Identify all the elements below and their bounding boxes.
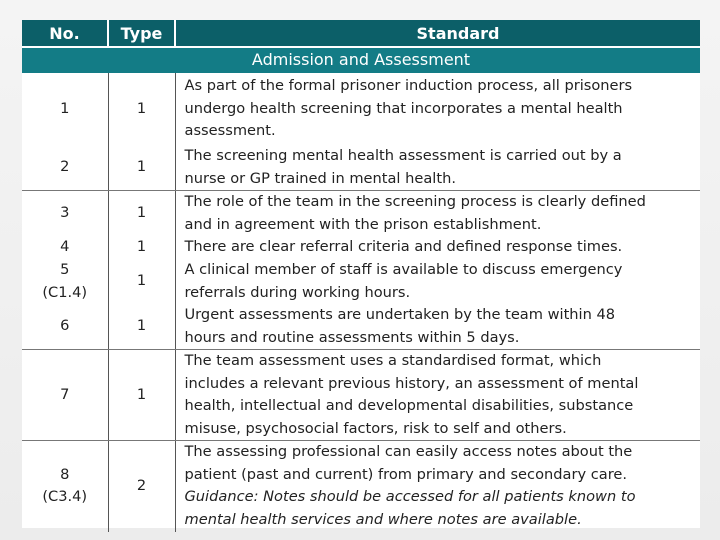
standard-line: The assessing professional can easily access notes about the — [184, 443, 633, 461]
header-no: No. — [22, 20, 108, 47]
standard-line: health, intellectual and developmental disabilities, substance — [184, 397, 634, 414]
row-number: 2 — [22, 145, 108, 191]
standard-line: assessment. — [184, 122, 276, 140]
standard-line: Urgent assessments are undertaken by the team within 48 — [184, 306, 616, 323]
row-standard — [175, 236, 700, 259]
row-number-main: 5 — [60, 261, 70, 278]
row-type: 2 — [108, 441, 175, 532]
guidance-line: mental health services and where notes are available. — [184, 510, 582, 528]
standard-line: misuse, psychosocial factors, risk to self and others. — [184, 419, 567, 437]
standard-line: A clinical member of staff is available to discuss emergency — [184, 261, 623, 278]
row-type: 1 — [108, 304, 175, 350]
row-standard — [175, 73, 700, 145]
standard-line: The team assessment uses a standardised format, which — [184, 352, 602, 369]
row-type: 1 — [108, 350, 175, 441]
row-standard — [175, 350, 700, 441]
row-number — [22, 259, 108, 304]
row-number-main: 8 — [60, 465, 70, 483]
row-standard — [175, 304, 700, 350]
standard-line: nurse or GP trained in mental health. — [184, 169, 456, 187]
table-row — [22, 350, 700, 441]
header-standard: Standard — [175, 20, 700, 47]
table-row — [22, 304, 700, 350]
standard-line: undergo health screening that incorporates a mental health — [184, 99, 623, 117]
row-number: 7 — [22, 350, 108, 441]
row-number — [22, 441, 108, 532]
row-standard — [175, 441, 700, 532]
row-number: 1 — [22, 73, 108, 145]
table-row — [22, 191, 700, 237]
row-standard — [175, 259, 700, 304]
table-row — [22, 259, 700, 304]
row-number-ref: (C3.4) — [42, 488, 88, 506]
table-row — [22, 73, 700, 145]
row-type: 1 — [108, 259, 175, 304]
section-row — [22, 47, 700, 73]
row-type: 1 — [108, 191, 175, 237]
standard-line: hours and routine assessments within 5 days. — [184, 328, 520, 346]
standard-line: The role of the team in the screening process is clearly defined — [184, 193, 646, 210]
row-standard — [175, 191, 700, 237]
row-type: 1 — [108, 145, 175, 191]
row-number: 6 — [22, 304, 108, 350]
standard-line: includes a relevant previous history, an assessment of mental — [184, 374, 639, 392]
row-type: 1 — [108, 236, 175, 259]
table-row — [22, 236, 700, 259]
standard-line: and in agreement with the prison establishment. — [184, 215, 542, 233]
row-standard — [175, 145, 700, 191]
standard-line: There are clear referral criteria and defined response times. — [184, 238, 623, 256]
standard-line: The screening mental health assessment is carried out by a — [184, 147, 622, 164]
standard-line: As part of the formal prisoner induction process, all prisoners — [184, 77, 633, 95]
header-row — [22, 20, 700, 47]
row-number: 3 — [22, 191, 108, 237]
header-type: Type — [108, 20, 175, 47]
table-row — [22, 441, 700, 532]
standard-line: referrals during working hours. — [184, 283, 411, 301]
row-number-ref: (C1.4) — [42, 283, 88, 301]
table-row — [22, 145, 700, 191]
row-type: 1 — [108, 73, 175, 145]
guidance-line: Guidance: Notes should be accessed for all patients known to — [184, 488, 636, 506]
row-number: 4 — [22, 236, 108, 259]
standard-line: patient (past and current) from primary and secondary care. — [184, 465, 627, 483]
slide — [22, 20, 700, 528]
section-title: Admission and Assessment — [22, 47, 700, 73]
standards-table — [22, 20, 700, 532]
